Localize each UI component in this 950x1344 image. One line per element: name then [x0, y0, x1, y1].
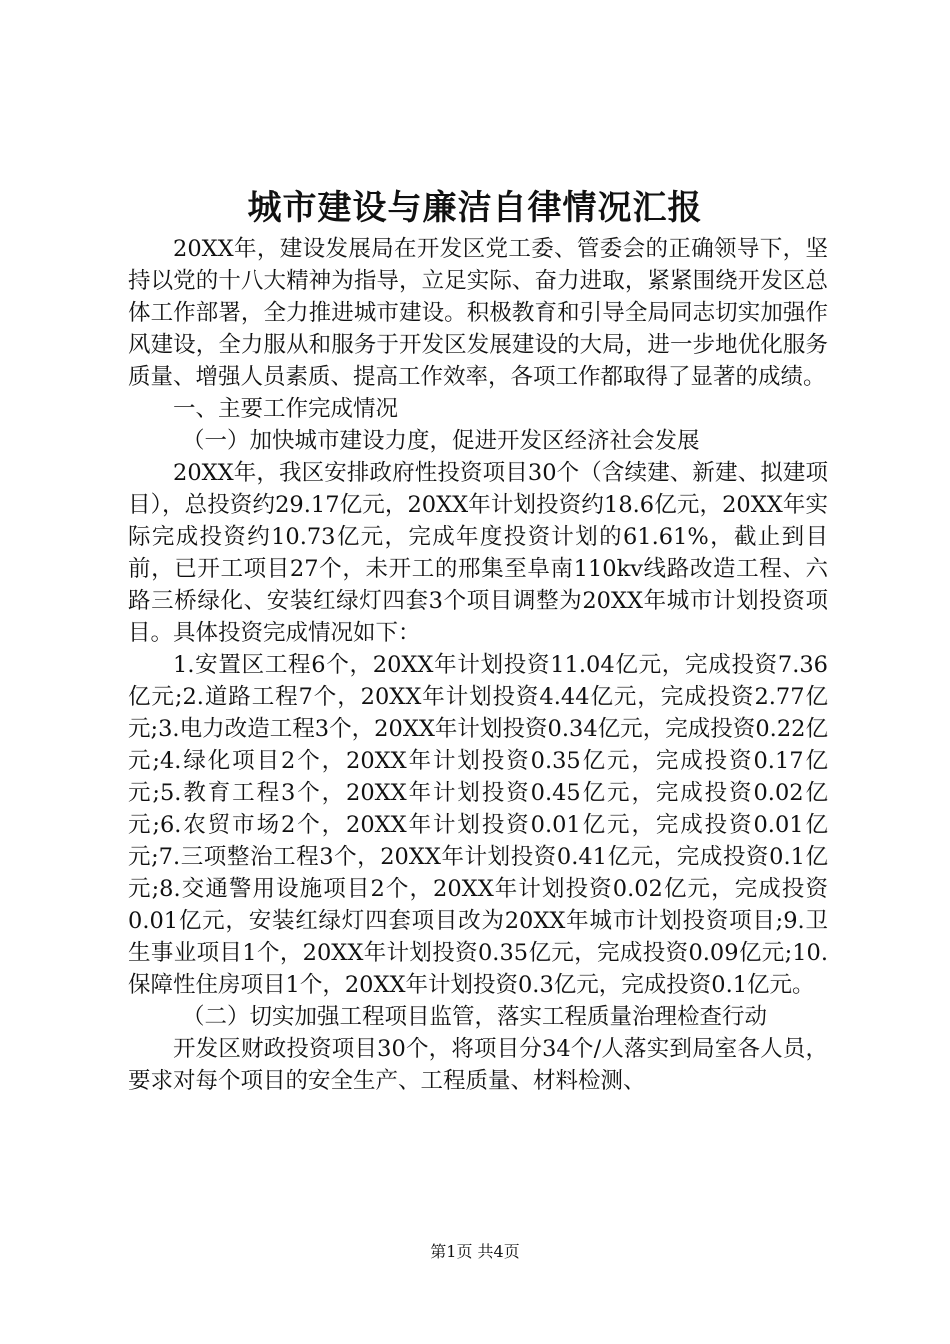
document-body — [128, 233, 828, 1097]
document-title: 城市建设与廉洁自律情况汇报 — [247, 188, 703, 228]
paragraph-investment-details: 1.安置区工程6个，20XX年计划投资11.04亿元，完成投资7.36亿元;2.道路工程7个，20XX年计划投资4.44亿元，完成投资2.77亿元;3.电力改造工程3个，20XX年计划投资0.34亿元，完成投资0.22亿元;4.绿化项目2个，20XX年计划投资0.35亿元，完成投资0.17亿元;5.教育工程3个，20XX年计划投资0.45亿元，完成投资0.02亿元;6.农贸市场2个，20XX年计划投资0.01亿元，完成投资0.01亿元;7.三项整治工程3个，20XX年计划投资0.41亿元，完成投资0.1亿元;8.交通警用设施项目2个，20XX年计划投资0.02亿元，完成投资0.01亿元，安装红绿灯四套项目改为20XX年城市计划投资项目;9.卫生事业项目1个，20XX年计划投资0.35亿元，完成投资0.09亿元;10.保障性住房项目1个，20XX年计划投资0.3亿元，完成投资0.1亿元。 — [128, 652, 828, 998]
page-footer: 第1页 共4页 — [430, 1242, 520, 1261]
subsection-heading-1: （一）加快城市建设力度，促进开发区经济社会发展 — [182, 428, 700, 454]
subsection-heading-2: （二）切实加强工程项目监管，落实工程质量治理检查行动 — [182, 1004, 768, 1030]
paragraph-investment-overview: 20XX年，我区安排政府性投资项目30个（含续建、新建、拟建项目），总投资约29.17亿元，20XX年计划投资约18.6亿元，20XX年实际完成投资约10.73亿元，完成年度投资计划的61.61%，截止到目前，已开工项目27个，未开工的邢集至阜南110kv线路改造工程、六路三桥绿化、安装红绿灯四套3个项目调整为20XX年城市计划投资项目。具体投资完成情况如下： — [128, 460, 828, 646]
paragraph-supervision: 开发区财政投资项目30个，将项目分34个/人落实到局室各人员，要求对每个项目的安全生产、工程质量、材料检测、 — [128, 1036, 828, 1094]
section-heading-main-work: 一、主要工作完成情况 — [173, 396, 399, 422]
paragraph-intro: 20XX年，建设发展局在开发区党工委、管委会的正确领导下，坚持以党的十八大精神为指导，立足实际、奋力进取，紧紧围绕开发区总体工作部署，全力推进城市建设。积极教育和引导全局同志切实加强作风建设，全力服从和服务于开发区发展建设的大局，进一步地优化服务质量、增强人员素质、提高工作效率，各项工作都取得了显著的成绩。 — [128, 236, 828, 390]
